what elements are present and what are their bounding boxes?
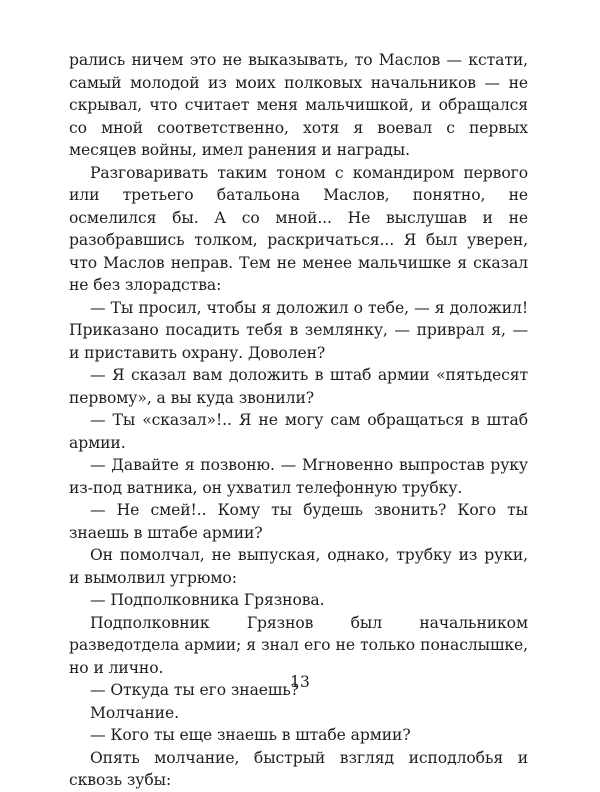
paragraph-12: Молчание. (90, 703, 179, 722)
paragraph-3: — Ты просил, чтобы я доложил о тебе, — я доложил! Приказано посадить тебя в землянку, — приврал я, — и приставить охрану. Доволен? (69, 298, 528, 362)
paragraph-10: Подполковник Грязнов был начальником разведотдела армии; я знал его не только понаслышке, но и лично. (69, 613, 528, 677)
paragraph-8: Он помолчал, не выпуская, однако, трубку из руки, и вымолвил угрюмо: (69, 546, 528, 587)
paragraph-1: рались ничем это не выказывать, то Маслов — кстати, самый молодой из моих полковых начальников — не скрывал, что считает меня мальчишкой, и обращался со мной соответственно, хотя я воевал с первых месяцев войны, имел ранения и награды. (69, 51, 528, 159)
paragraph-11: — Откуда ты его знаешь? (90, 681, 299, 699)
paragraph-13: — Кого ты еще знаешь в штабе армии? (90, 726, 411, 744)
paragraph-6: — Давайте я позвоню. — Мгновенно выпростав руку из-под ватника, он ухватил телефонную трубку. (69, 456, 528, 497)
paragraph-14: Опять молчание, быстрый взгляд исподлобья и сквозь зубы: (69, 748, 528, 789)
paragraph-2: Разговаривать таким тоном с командиром первого или третьего батальона Маслов, понятно, не осмелился бы. А со мной... Не выслушав и не разобравшись толком, раскричаться... Я был уверен, что Маслов неправ. Тем не менее мальчишке я сказал не без злорадства: (69, 163, 528, 294)
paragraph-5: — Ты «сказал»!.. Я не могу сам обращаться в штаб армии. (69, 411, 528, 452)
paragraph-4: — Я сказал вам доложить в штаб армии «пятьдесят первому», а вы куда звонили? (69, 366, 528, 407)
page-number: 13 (290, 673, 310, 691)
paragraph-7: — Не смей!.. Кому ты будешь звонить? Кого ты знаешь в штабе армии? (69, 501, 528, 542)
paragraph-9: — Подполковника Грязнова. (90, 591, 325, 609)
